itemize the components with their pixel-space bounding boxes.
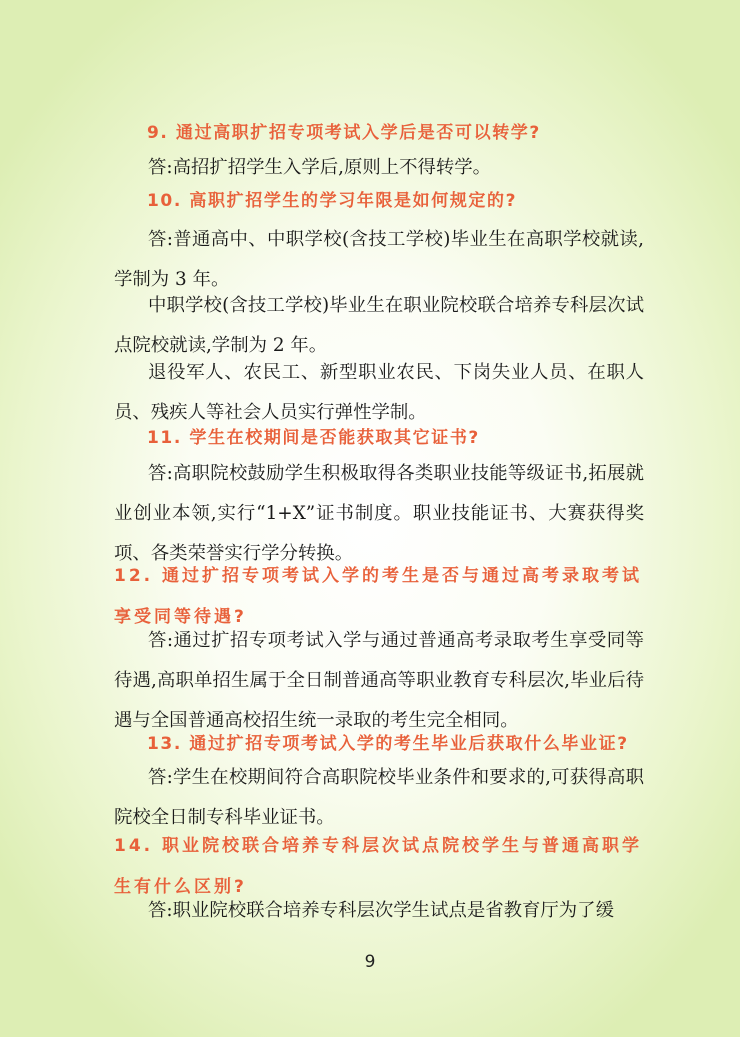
answer-14: 答:职业院校联合培养专科层次学生试点是省教育厅为了缓 [148, 900, 614, 921]
answer-13: 答:学生在校期间符合高职院校毕业条件和要求的,可获得高职院校全日制专科毕业证书。 [114, 767, 644, 828]
question-13: 13. 通过扩招专项考试入学的考生毕业后获取什么毕业证? [147, 734, 629, 754]
answer-12: 答:通过扩招专项考试入学与通过普通高考录取考生享受同等待遇,高职单招生属于全日制普通高等职业教育专科层次,毕业后待遇与全国普通高校招生统一录取的考生完全相同。 [114, 630, 644, 731]
question-9: 9. 通过高职扩招专项考试入学后是否可以转学? [147, 123, 541, 143]
answer-10-p1: 答:普通高中、中职学校(含技工学校)毕业生在高职学校就读,学制为 3 年。 [114, 229, 644, 290]
answer-10-p3: 退役军人、农民工、新型职业农民、下岗失业人员、在职人员、残疾人等社会人员实行弹性学制。 [114, 362, 644, 423]
question-10: 10. 高职扩招学生的学习年限是如何规定的? [147, 191, 518, 211]
answer-11: 答:高职院校鼓励学生积极取得各类职业技能等级证书,拓展就业创业本领,实行“1+X”证书制度。职业技能证书、大赛获得奖项、各类荣誉实行学分转换。 [114, 463, 644, 564]
answer-9: 答:高招扩招学生入学后,原则上不得转学。 [148, 157, 492, 178]
page-number: 9 [364, 952, 376, 972]
question-12: 12. 通过扩招专项考试入学的考生是否与通过高考录取考试享受同等待遇? [114, 566, 643, 627]
answer-10-p2: 中职学校(含技工学校)毕业生在职业院校联合培养专科层次试点院校就读,学制为 2 年。 [114, 295, 644, 356]
question-11: 11. 学生在校期间是否能获取其它证书? [147, 428, 480, 448]
question-14: 14. 职业院校联合培养专科层次试点院校学生与普通高职学生有什么区别? [114, 836, 643, 897]
